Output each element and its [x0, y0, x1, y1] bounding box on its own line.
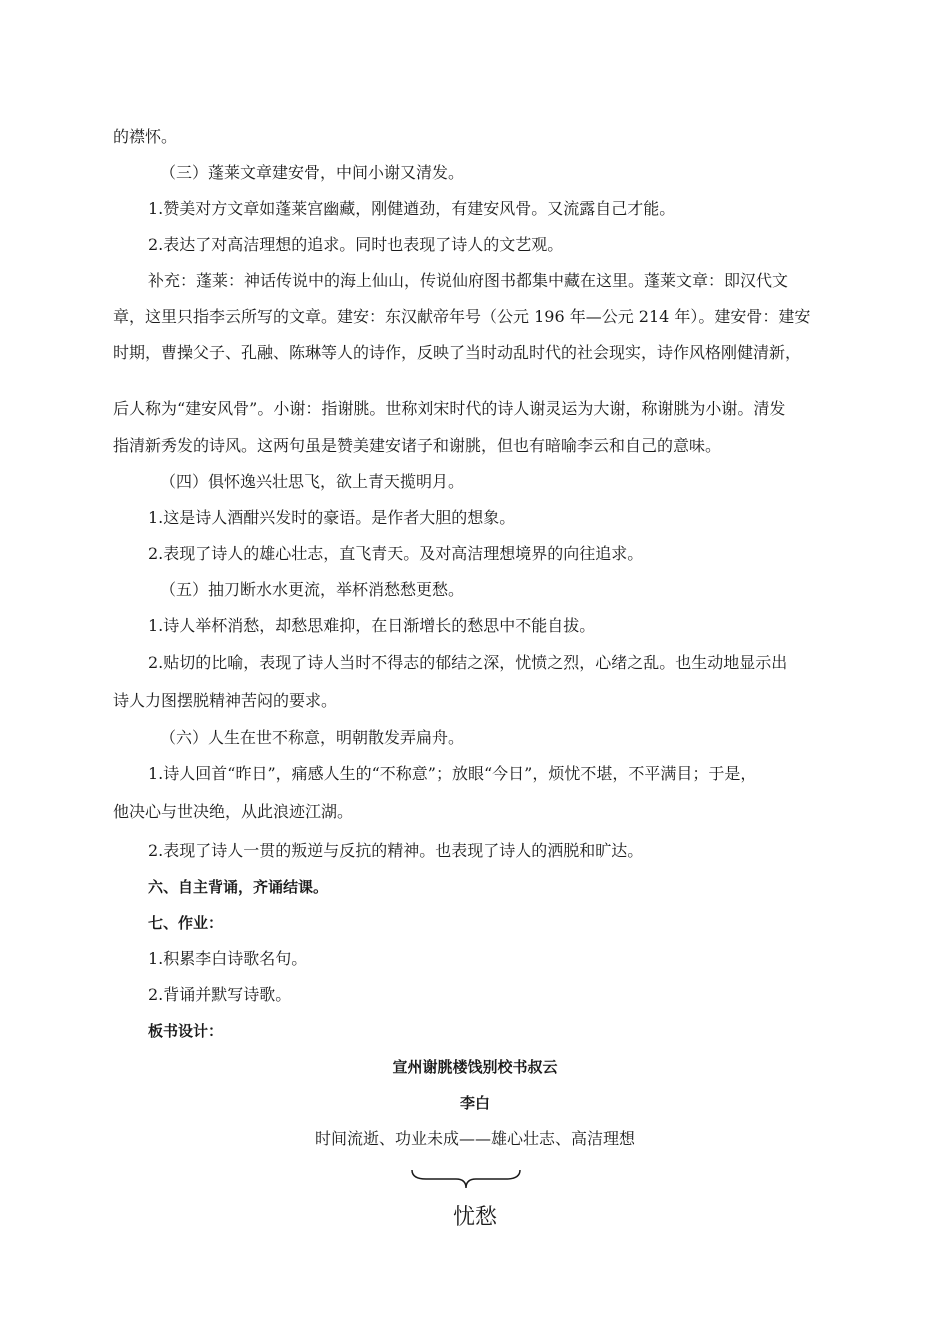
paragraph-line: 1.赞美对方文章如蓬莱宫幽藏，刚健遒劲，有建安风骨。又流露自己才能。 — [148, 199, 676, 218]
curly-brace-icon — [410, 1168, 522, 1190]
board-author: 李白 — [459, 1094, 490, 1112]
paragraph-line: 1.这是诗人酒酣兴发时的豪语。是作者大胆的想象。 — [148, 508, 516, 527]
paragraph-line: 他决心与世决绝，从此浪迹江湖。 — [113, 802, 354, 821]
paragraph-line: 1.诗人回首“昨日”，痛感人生的“不称意”；放眼“今日”，烦忧不堪，不平满目；于是， — [148, 764, 757, 783]
paragraph-line: 2.表现了诗人一贯的叛逆与反抗的精神。也表现了诗人的洒脱和旷达。 — [148, 841, 644, 860]
homework-item: 2.背诵并默写诗歌。 — [148, 985, 292, 1004]
paragraph-line: 诗人力图摆脱精神苦闷的要求。 — [113, 691, 338, 710]
board-summary: 时间流逝、功业未成——雄心壮志、高洁理想 — [314, 1129, 635, 1148]
paragraph-line: 后人称为“建安风骨”。小谢：指谢朓。世称刘宋时代的诗人谢灵运为大谢，称谢朓为小谢。清发 — [113, 399, 786, 418]
paragraph-line: 2.贴切的比喻，表现了诗人当时不得志的郁结之深，忧愤之烈，心绪之乱。也生动地显示出 — [148, 653, 788, 672]
poem-line-heading: （六）人生在世不称意，明朝散发弄扁舟。 — [160, 728, 465, 747]
homework-item: 1.积累李白诗歌名句。 — [148, 949, 308, 968]
poem-line-heading: （三）蓬莱文章建安骨，中间小谢又清发。 — [160, 163, 465, 182]
paragraph-line: 时期，曹操父子、孔融、陈琳等人的诗作，反映了当时动乱时代的社会现实，诗作风格刚健清新， — [113, 343, 802, 362]
paragraph-line: 1.诗人举杯消愁，却愁思难抑，在日渐增长的愁思中不能自拔。 — [148, 616, 596, 635]
section-heading-homework: 七、作业： — [148, 914, 224, 932]
paragraph-line: 2.表达了对高洁理想的追求。同时也表现了诗人的文艺观。 — [148, 235, 564, 254]
board-title: 宣州谢朓楼饯别校书叔云 — [392, 1058, 558, 1076]
paragraph-line: 指清新秀发的诗风。这两句虽是赞美建安诸子和谢朓，但也有暗喻李云和自己的意味。 — [113, 436, 722, 455]
board-emotion: 忧愁 — [452, 1205, 497, 1230]
board-design-heading: 板书设计： — [148, 1022, 224, 1040]
paragraph-line: 2.表现了诗人的雄心壮志，直飞青天。及对高洁理想境界的向往追求。 — [148, 544, 644, 563]
section-heading-recite: 六、自主背诵，齐诵结课。 — [148, 878, 329, 896]
paragraph-line: 的襟怀。 — [113, 127, 178, 146]
paragraph-line: 章，这里只指李云所写的文章。建安：东汉献帝年号（公元 196 年—公元 214 年）。建安骨：建安 — [113, 307, 811, 326]
poem-line-heading: （五）抽刀断水水更流，举杯消愁愁更愁。 — [160, 580, 465, 599]
paragraph-line: 补充：蓬莱：神话传说中的海上仙山，传说仙府图书都集中藏在这里。蓬莱文章：即汉代文 — [148, 271, 789, 290]
poem-line-heading: （四）俱怀逸兴壮思飞，欲上青天揽明月。 — [160, 472, 465, 491]
